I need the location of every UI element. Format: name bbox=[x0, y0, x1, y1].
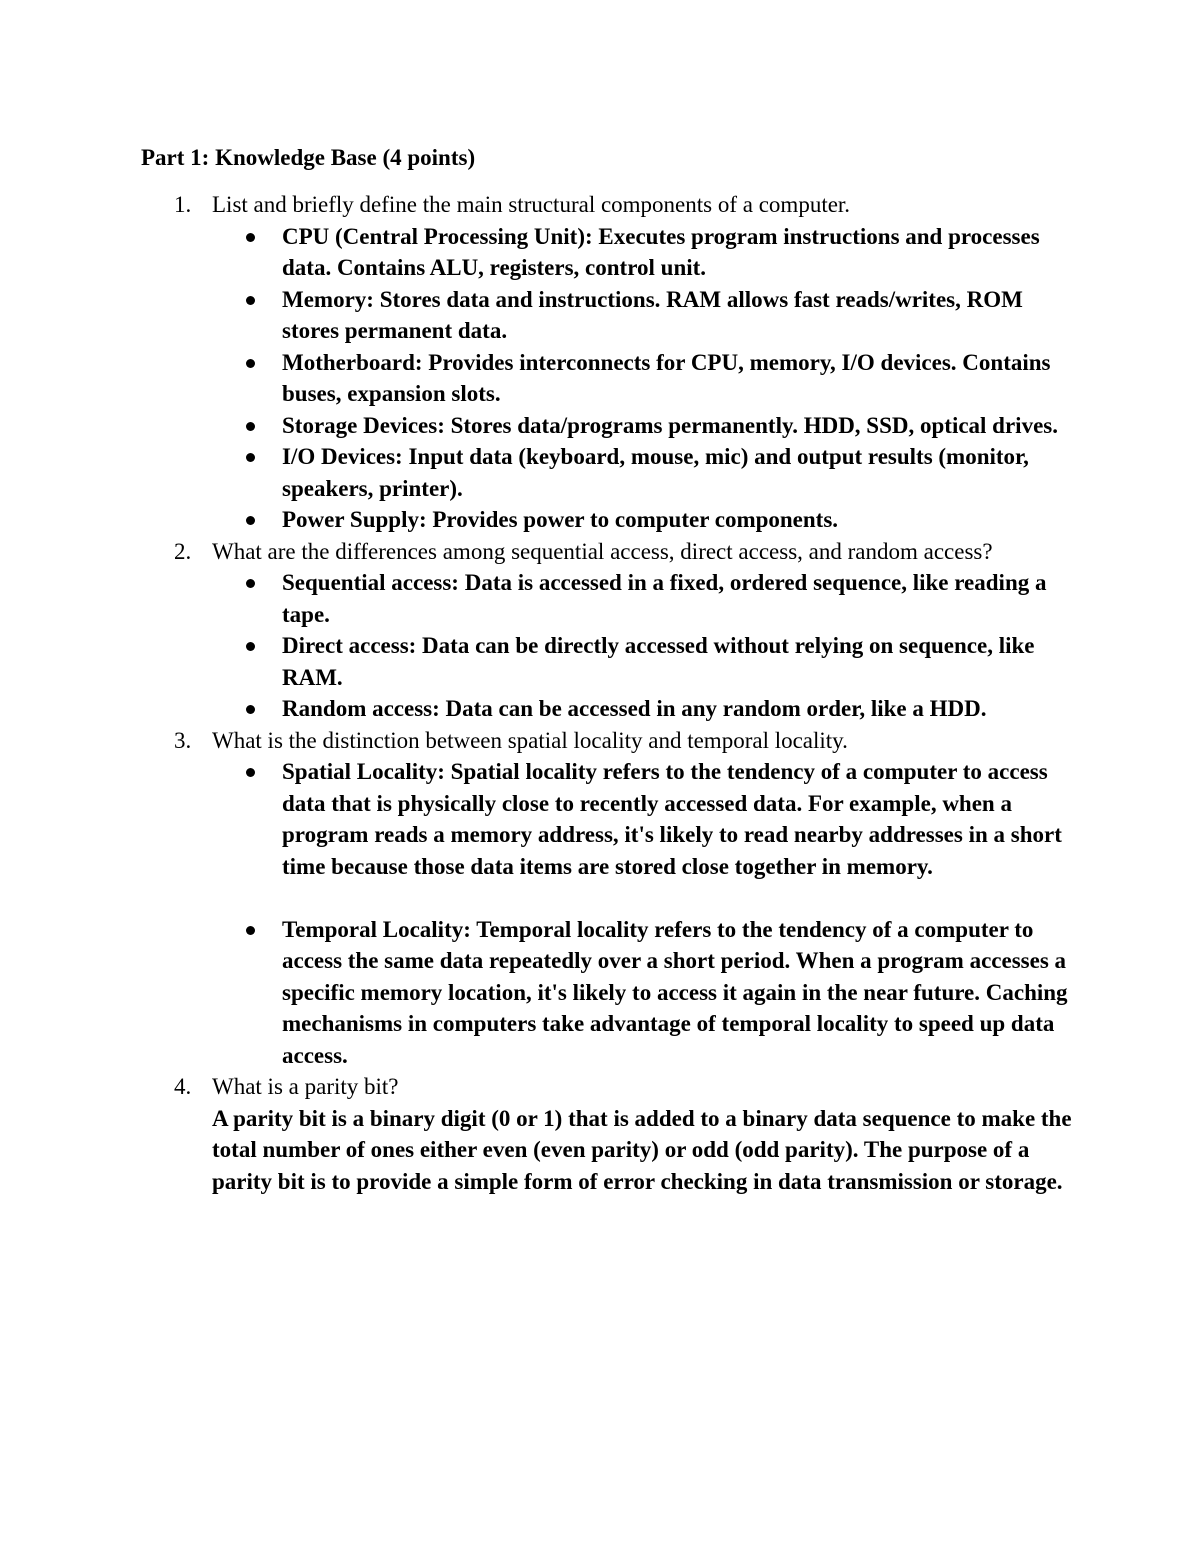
answer-bullet bbox=[282, 410, 1072, 442]
answer-bullet-text: Storage Devices: Stores data/programs permanently. HDD, SSD, optical drives. bbox=[282, 412, 1058, 438]
answer-bullet-text: Memory: Stores data and instructions. RAM allows fast reads/writes, ROM stores permanent data. bbox=[282, 286, 1023, 343]
answer-paragraph: A parity bit is a binary digit (0 or 1) that is added to a binary data sequence to make the total number of ones either even (even parity) or odd (odd parity). The purpose of a parity bit is to provide a simple form of error checking in data transmission or storage. bbox=[212, 1105, 1072, 1194]
answer-bullet-list bbox=[282, 567, 1072, 725]
answer-bullet bbox=[282, 630, 1072, 693]
answer-bullet-text: Power Supply: Provides power to computer components. bbox=[282, 507, 839, 532]
answer-bullet-text: I/O Devices: Input data (keyboard, mouse, mic) and output results (monitor, speakers, printer). bbox=[282, 444, 1029, 501]
answer-bullet-text: Direct access: Data can be directly accessed without relying on sequence, like RAM. bbox=[282, 633, 1035, 690]
bullet-icon bbox=[246, 453, 255, 462]
question-number: 2. bbox=[174, 538, 192, 564]
answer-bullet-list bbox=[282, 221, 1072, 536]
answer-bullet bbox=[282, 567, 1072, 630]
answer-bullet-text: CPU (Central Processing Unit): Executes program instructions and processes data. Contains ALU, registers, control unit. bbox=[282, 223, 1040, 280]
question-number: 3. bbox=[174, 727, 192, 753]
answer-bullet-text: Motherboard: Provides interconnects for CPU, memory, I/O devices. Contains buses, expansion slots. bbox=[282, 349, 1051, 406]
answer-bullet-text: Spatial Locality: Spatial locality refers to the tendency of a computer to access data that is physically close to recently accessed data. For example, when a program reads a memory address, it's likely to read nearby addresses in a short time because those data items are stored close together in memory. bbox=[282, 759, 1062, 879]
bullet-icon bbox=[246, 642, 255, 651]
section-heading: Part 1: Knowledge Base (4 points) bbox=[141, 145, 476, 170]
question-item bbox=[174, 536, 1082, 725]
question-number: 4. bbox=[174, 1074, 192, 1099]
answer-bullet-text: Random access: Data can be accessed in any random order, like a HDD. bbox=[282, 696, 987, 721]
question-list bbox=[174, 189, 1082, 1197]
answer-bullet-text: Temporal Locality: Temporal locality refers to the tendency of a computer to access the same data repeatedly over a short period. When a program accesses a specific memory location, it's likely to access it again in the near future. Caching mechanisms in computers take advantage of temporal locality to speed up data access. bbox=[282, 916, 1068, 1068]
bullet-icon bbox=[246, 422, 255, 431]
answer-bullet bbox=[282, 284, 1072, 347]
question-text: List and briefly define the main structural components of a computer. bbox=[212, 192, 851, 217]
answer-bullet bbox=[282, 221, 1072, 284]
answer-bullet bbox=[282, 347, 1072, 410]
question-item bbox=[174, 189, 1082, 536]
question-text: What is the distinction between spatial locality and temporal locality. bbox=[212, 727, 848, 753]
answer-bullet bbox=[282, 756, 1072, 882]
answer-bullet bbox=[282, 504, 1072, 536]
question-text: What are the differences among sequential access, direct access, and random access? bbox=[212, 538, 993, 564]
bullet-icon bbox=[246, 768, 255, 777]
answer-bullet-text: Sequential access: Data is accessed in a fixed, ordered sequence, like reading a tape. bbox=[282, 570, 1047, 627]
bullet-icon bbox=[246, 359, 255, 368]
question-item bbox=[174, 725, 1082, 1072]
question-text: What is a parity bit? bbox=[212, 1074, 399, 1099]
answer-bullet bbox=[282, 441, 1072, 504]
question-item bbox=[174, 1071, 1082, 1197]
bullet-icon bbox=[246, 705, 255, 714]
bullet-icon bbox=[246, 233, 255, 242]
question-number: 1. bbox=[174, 192, 192, 217]
bullet-icon bbox=[246, 579, 255, 588]
bullet-icon bbox=[246, 516, 255, 525]
bullet-icon bbox=[246, 296, 255, 305]
answer-bullet bbox=[282, 914, 1072, 1072]
answer-bullet-list bbox=[282, 756, 1072, 1071]
bullet-icon bbox=[246, 926, 255, 935]
answer-bullet bbox=[282, 693, 1072, 725]
